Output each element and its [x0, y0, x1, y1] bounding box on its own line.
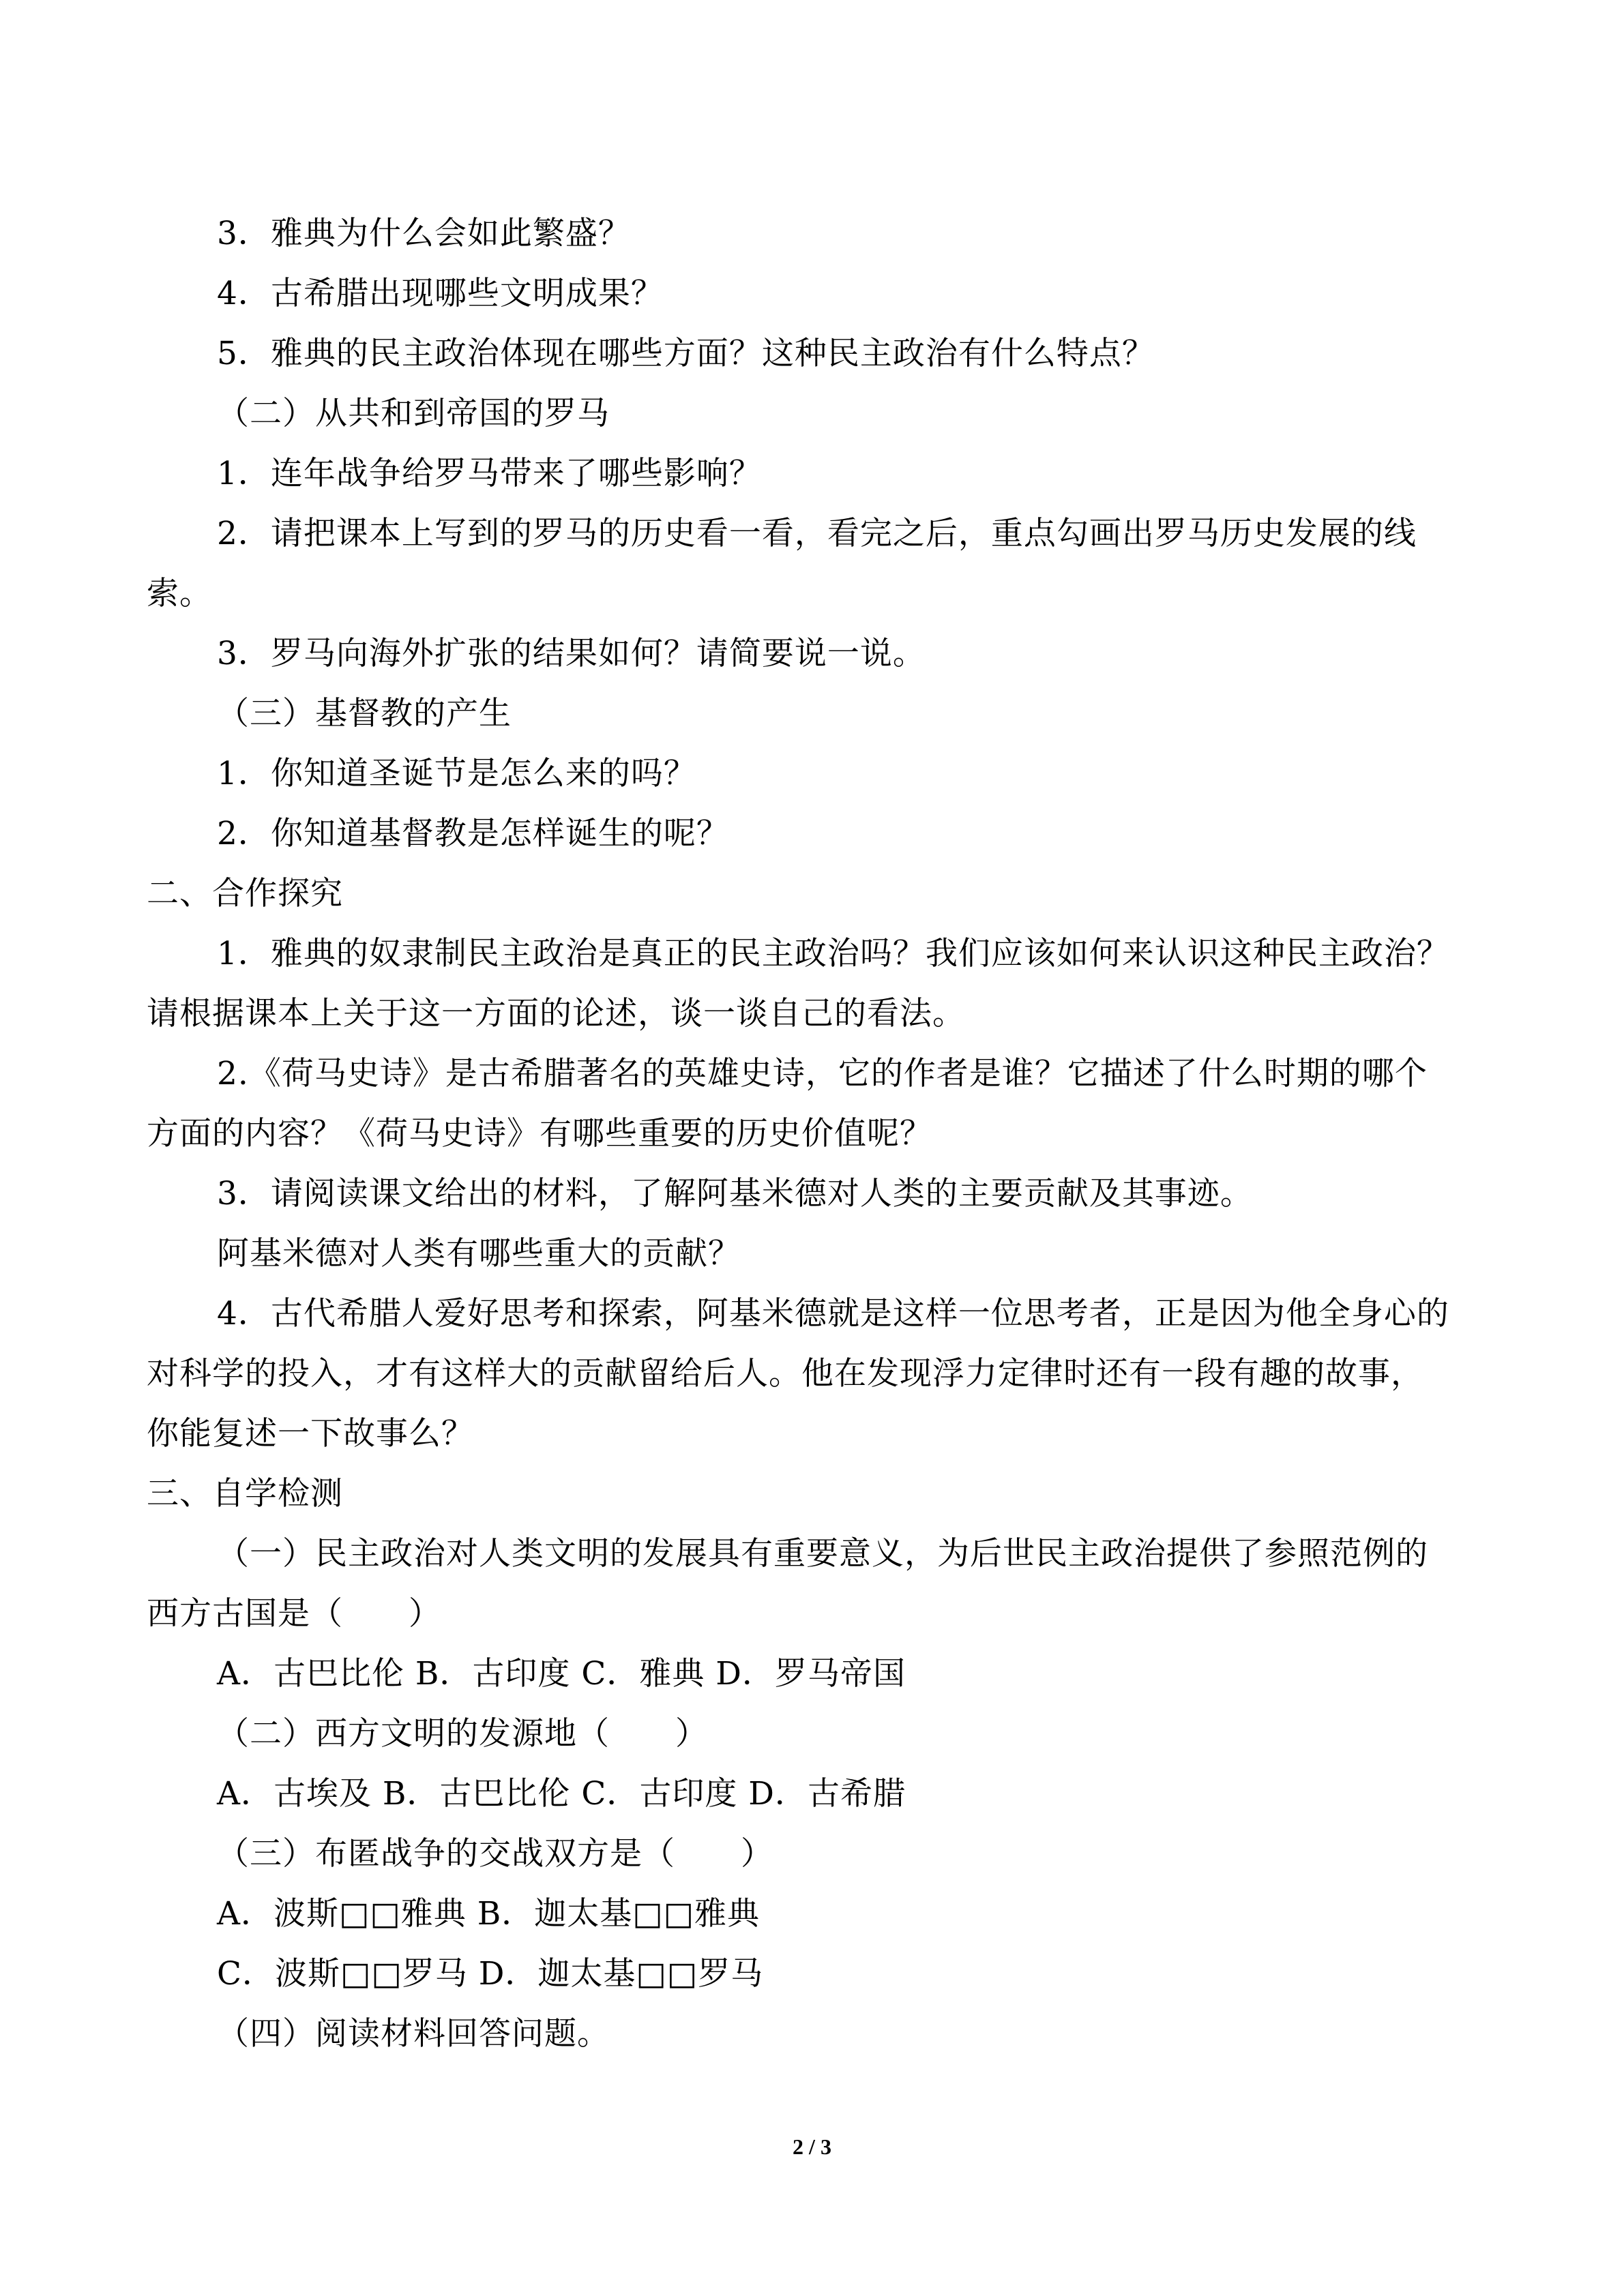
christianity-question-2-line: 2．你知道基督教是怎样诞生的呢？ — [217, 815, 729, 852]
cooperation-question-4-continuation-2: 你能复述一下故事么？ — [147, 1415, 474, 1452]
cooperation-question-3-line: 3．请阅读课文给出的材料，了解阿基米德对人类的主要贡献及其事迹。 — [217, 1175, 1253, 1212]
self-test-question-2-options: A．古埃及 B．古巴比伦 C．古印度 D．古希腊 — [217, 1775, 906, 1813]
section-cooperation-heading: 二、合作探究 — [147, 875, 343, 912]
self-test-question-1-line: （一）民主政治对人类文明的发展具有重要意义，为后世民主政治提供了参照范例的 — [217, 1535, 1428, 1572]
cooperation-question-2-continuation: 方面的内容？《荷马史诗》有哪些重要的历史价值呢？ — [147, 1115, 932, 1152]
section-christianity-heading: （三）基督教的产生 — [217, 695, 512, 732]
self-test-question-3-line: （三）布匿战争的交战双方是（ ） — [217, 1835, 773, 1873]
self-test-question-1-continuation: 西方古国是（ ） — [147, 1595, 441, 1632]
rome-question-2-continuation: 索。 — [147, 575, 212, 612]
rome-question-1-line: 1．连年战争给罗马带来了哪些影响？ — [217, 455, 762, 492]
cooperation-question-1-continuation: 请根据课本上关于这一方面的论述，谈一谈自己的看法。 — [147, 995, 965, 1032]
cooperation-question-2-line: 2.《荷马史诗》是古希腊著名的英雄史诗，它的作者是谁？它描述了什么时期的哪个 — [217, 1055, 1428, 1092]
self-test-question-4-line: （四）阅读材料回答问题。 — [217, 2015, 610, 2053]
rome-question-3-line: 3．罗马向海外扩张的结果如何？请简要说一说。 — [217, 635, 926, 672]
self-test-question-2-line: （二）西方文明的发源地（ ） — [217, 1715, 708, 1753]
page-number: 2 / 3 — [793, 2134, 831, 2159]
question-3-line: 3．雅典为什么会如此繁盛？ — [217, 215, 631, 252]
cooperation-question-1-line: 1．雅典的奴隶制民主政治是真正的民主政治吗？我们应该如何来认识这种民主政治？ — [217, 935, 1449, 972]
self-test-question-3-options-ab: A．波斯□□雅典 B．迦太基□□雅典 — [217, 1895, 761, 1933]
self-test-question-1-options: A．古巴比伦 B．古印度 C．雅典 D．罗马帝国 — [217, 1655, 906, 1693]
section-rome-heading: （二）从共和到帝国的罗马 — [217, 395, 610, 432]
question-4-line: 4．古希腊出现哪些文明成果？ — [217, 275, 664, 312]
section-self-test-heading: 三、自学检测 — [147, 1475, 343, 1512]
cooperation-question-4-continuation-1: 对科学的投入，才有这样大的贡献留给后人。他在发现浮力定律时还有一段有趣的故事， — [147, 1355, 1423, 1392]
question-5-line: 5．雅典的民主政治体现在哪些方面？这种民主政治有什么特点？ — [217, 335, 1155, 372]
cooperation-question-4-line: 4．古代希腊人爱好思考和探索，阿基米德就是这样一位思考者，正是因为他全身心的 — [217, 1295, 1449, 1332]
cooperation-question-3-subline: 阿基米德对人类有哪些重大的贡献？ — [217, 1235, 741, 1272]
self-test-question-3-options-cd: C．波斯□□罗马 D．迦太基□□罗马 — [217, 1955, 764, 1993]
christianity-question-1-line: 1．你知道圣诞节是怎么来的吗？ — [217, 755, 696, 792]
rome-question-2-line: 2．请把课本上写到的罗马的历史看一看，看完之后，重点勾画出罗马历史发展的线 — [217, 515, 1417, 552]
